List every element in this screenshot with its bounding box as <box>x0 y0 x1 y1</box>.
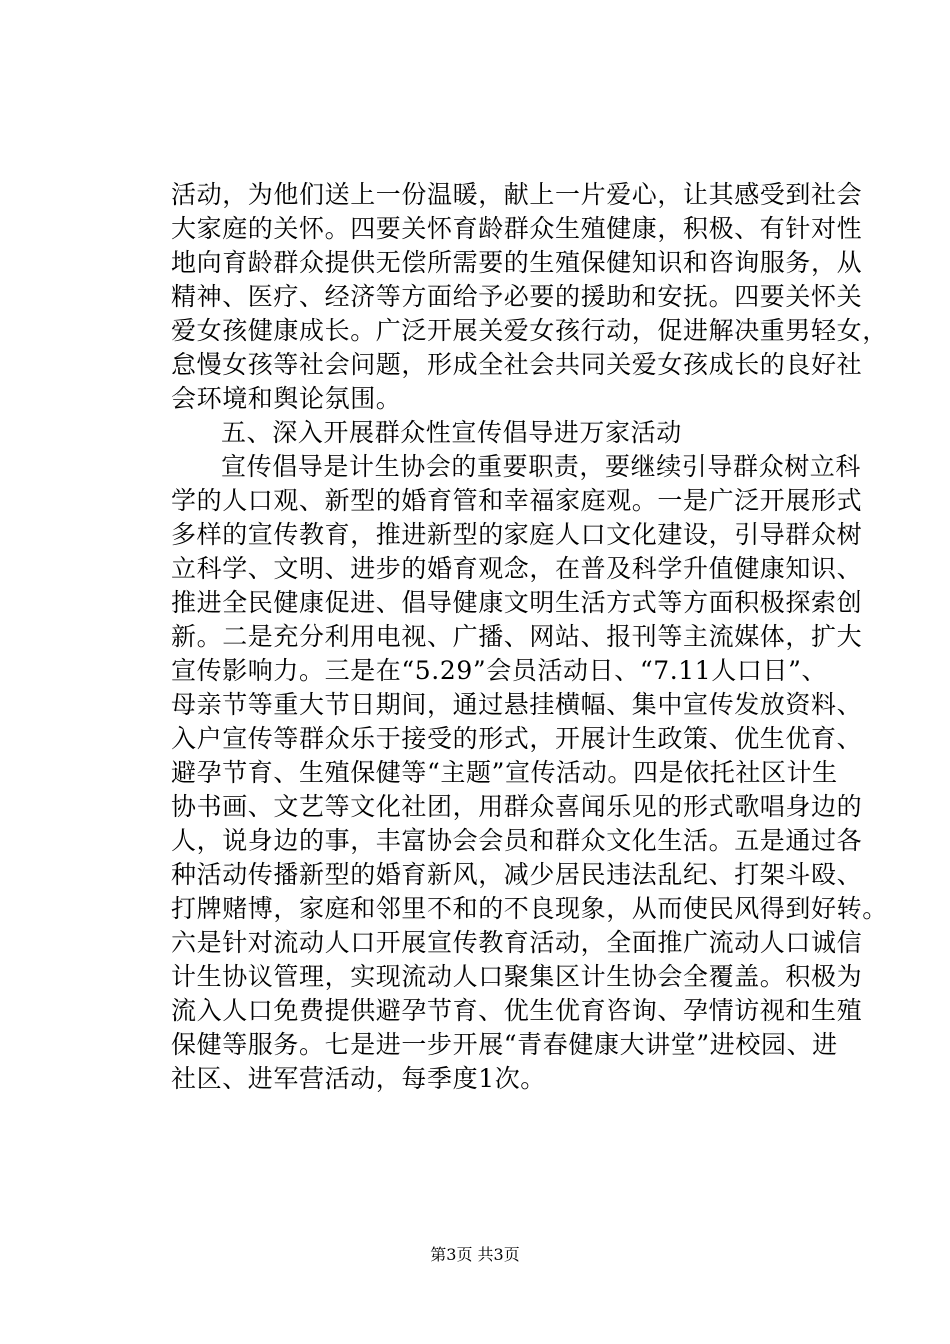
text-line: 协书画、文艺等文化社团，用群众喜闻乐见的形式歌唱身边的 <box>171 792 863 821</box>
text-line: 入户宣传等群众乐于接受的形式，开展计生政策、优生优育、 <box>171 724 863 753</box>
text-line: 流入人口免费提供避孕节育、优生优育咨询、孕情访视和生殖 <box>171 996 863 1025</box>
text-line: 计生协议管理，实现流动人口聚集区计生协会全覆盖。积极为 <box>171 962 863 991</box>
text-line: 母亲节等重大节日期间，通过悬挂横幅、集中宣传发放资料、 <box>171 690 863 719</box>
text-line: 宣传影响力。三是在“5.29”会员活动日、“7.11人口日”、 <box>171 656 828 685</box>
text-line: 活动，为他们送上一份温暖，献上一片爱心，让其感受到社会 <box>171 180 863 209</box>
text-line: 推进全民健康促进、倡导健康文明生活方式等方面积极探索创 <box>171 588 863 617</box>
text-line: 保健等服务。七是进一步开展“青春健康大讲堂”进校园、进 <box>171 1030 838 1059</box>
text-line: 多样的宣传教育，推进新型的家庭人口文化建设，引导群众树 <box>171 520 863 549</box>
text-line: 立科学、文明、进步的婚育观念，在普及科学升值健康知识、 <box>171 554 863 583</box>
paragraph-first-line: 宣传倡导是计生协会的重要职责，要继续引导群众树立科 <box>221 452 862 481</box>
text-line: 打牌赌博，家庭和邻里不和的不良现象，从而使民风得到好转。 <box>171 894 888 923</box>
document-body <box>171 178 888 1096</box>
text-line: 人，说身边的事，丰富协会会员和群众文化生活。五是通过各 <box>171 826 863 855</box>
text-line: 怠慢女孩等社会问题，形成全社会共同关爱女孩成长的良好社 <box>171 350 863 379</box>
text-line: 精神、医疗、经济等方面给予必要的援助和安抚。四要关怀关 <box>171 282 863 311</box>
text-line: 地向育龄群众提供无偿所需要的生殖保健知识和咨询服务，从 <box>171 248 863 277</box>
page-number-footer: 第3页 共3页 <box>430 1245 520 1264</box>
text-line: 种活动传播新型的婚育新风，减少居民违法乱纪、打架斗殴、 <box>171 860 863 889</box>
text-line: 会环境和舆论氛围。 <box>171 384 402 413</box>
text-line: 爱女孩健康成长。广泛开展关爱女孩行动，促进解决重男轻女， <box>171 316 888 345</box>
text-line: 六是针对流动人口开展宣传教育活动，全面推广流动人口诚信 <box>171 928 863 957</box>
text-line: 新。二是充分利用电视、广播、网站、报刊等主流媒体，扩大 <box>171 622 863 651</box>
text-line: 学的人口观、新型的婚育管和幸福家庭观。一是广泛开展形式 <box>171 486 863 515</box>
text-line: 避孕节育、生殖保健等“主题”宣传活动。四是依托社区计生 <box>171 758 838 787</box>
section-heading: 五、深入开展群众性宣传倡导进万家活动 <box>221 418 682 447</box>
text-line: 社区、进军营活动，每季度1次。 <box>171 1064 546 1093</box>
text-line: 大家庭的关怀。四要关怀育龄群众生殖健康，积极、有针对性 <box>171 214 863 243</box>
